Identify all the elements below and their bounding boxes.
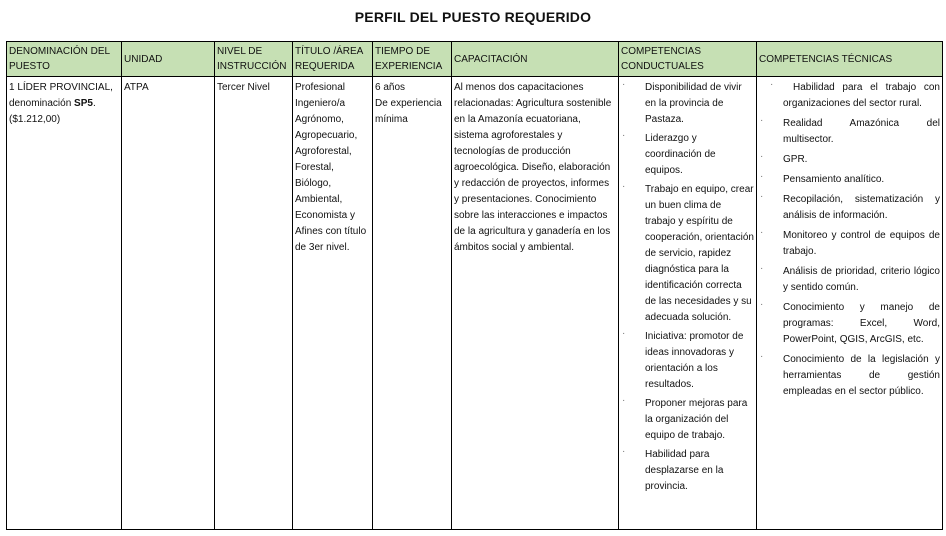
denominacion-salary: ($1.212,00)	[9, 114, 61, 125]
cell-nivel: Tercer Nivel	[215, 77, 293, 530]
page-title: PERFIL DEL PUESTO REQUERIDO	[354, 9, 592, 25]
list-item: · Habilidad para el trabajo con organizaciones del sector rural.	[759, 80, 940, 112]
cell-competencias-conductuales	[619, 77, 757, 530]
denominacion-dot: .	[92, 98, 96, 109]
list-item: · Monitoreo y control de equipos de trabajo.	[759, 228, 940, 260]
list-item: · Trabajo en equipo, crear un buen clima de trabajo y espíritu de cooperación, orientación de servicio, rapidez diagnóstica para la identificación correcta de las necesidades y su adecuada solución.	[621, 182, 754, 326]
list-item: · GPR.	[759, 152, 940, 168]
list-item: · Recopilación, sistematización y análisis de información.	[759, 192, 940, 224]
header-denominacion: DENOMINACIÓN DEL PUESTO	[7, 42, 122, 77]
denominacion-code: SP5	[74, 98, 93, 109]
header-competencias-conductuales: COMPETENCIAS CONDUCTUALES	[619, 42, 757, 77]
header-nivel: NIVEL DE INSTRUCCIÓN	[215, 42, 293, 77]
cell-denominacion	[7, 77, 122, 530]
cell-capacitacion: Al menos dos capacitaciones relacionadas: Agricultura sostenible en la Amazonía ecuatoriana, sistema agroforestales y tecnologías de producción agroecológica. Diseño, elaboración y redacción de proyectos, informes y presentaciones. Conocimiento sobre las interacciones e impactos de la agricultura y ganadería en los ámbitos social y ambiental.	[452, 77, 619, 530]
list-item: · Iniciativa: promotor de ideas innovadoras y orientación a los resultados.	[621, 329, 754, 393]
list-item: · Habilidad para desplazarse en la provincia.	[621, 447, 754, 495]
header-unidad: UNIDAD	[122, 42, 215, 77]
tiempo-note: De experiencia mínima	[375, 98, 442, 125]
list-item: · Análisis de prioridad, criterio lógico y sentido común.	[759, 264, 940, 296]
list-item: · Conocimiento de la legislación y herramientas de gestión empleadas en el sector público.	[759, 352, 940, 400]
cell-titulo: Profesional Ingeniero/a Agrónomo, Agropecuario, Agroforestal, Forestal, Biólogo, Ambiental, Economista y Afines con título de 3er nivel.	[293, 77, 373, 530]
table-row	[7, 77, 943, 530]
list-item: · Proponer mejoras para la organización del equipo de trabajo.	[621, 396, 754, 444]
list-item: · Realidad Amazónica del multisector.	[759, 116, 940, 148]
header-tiempo: TIEMPO DE EXPERIENCIA	[373, 42, 452, 77]
denominacion-title: 1 LÍDER PROVINCIAL,	[9, 82, 113, 93]
cell-competencias-tecnicas	[757, 77, 943, 530]
denominacion-prefix: denominación	[9, 98, 72, 109]
tiempo-years: 6 años	[375, 82, 406, 93]
list-item: · Disponibilidad de vivir en la provincia de Pastaza.	[621, 80, 754, 128]
header-capacitacion: CAPACITACIÓN	[452, 42, 619, 77]
list-item: · Pensamiento analítico.	[759, 172, 940, 188]
list-item: · Conocimiento y manejo de programas: Excel, Word, PowerPoint, QGIS, ArcGIS, etc.	[759, 300, 940, 348]
header-row	[7, 42, 943, 77]
cell-tiempo	[373, 77, 452, 530]
header-titulo: TÍTULO /ÁREA REQUERIDA	[293, 42, 373, 77]
profile-table	[6, 41, 943, 530]
list-item: · Liderazgo y coordinación de equipos.	[621, 131, 754, 179]
header-competencias-tecnicas: COMPETENCIAS TÉCNICAS	[757, 42, 943, 77]
cell-unidad: ATPA	[122, 77, 215, 530]
